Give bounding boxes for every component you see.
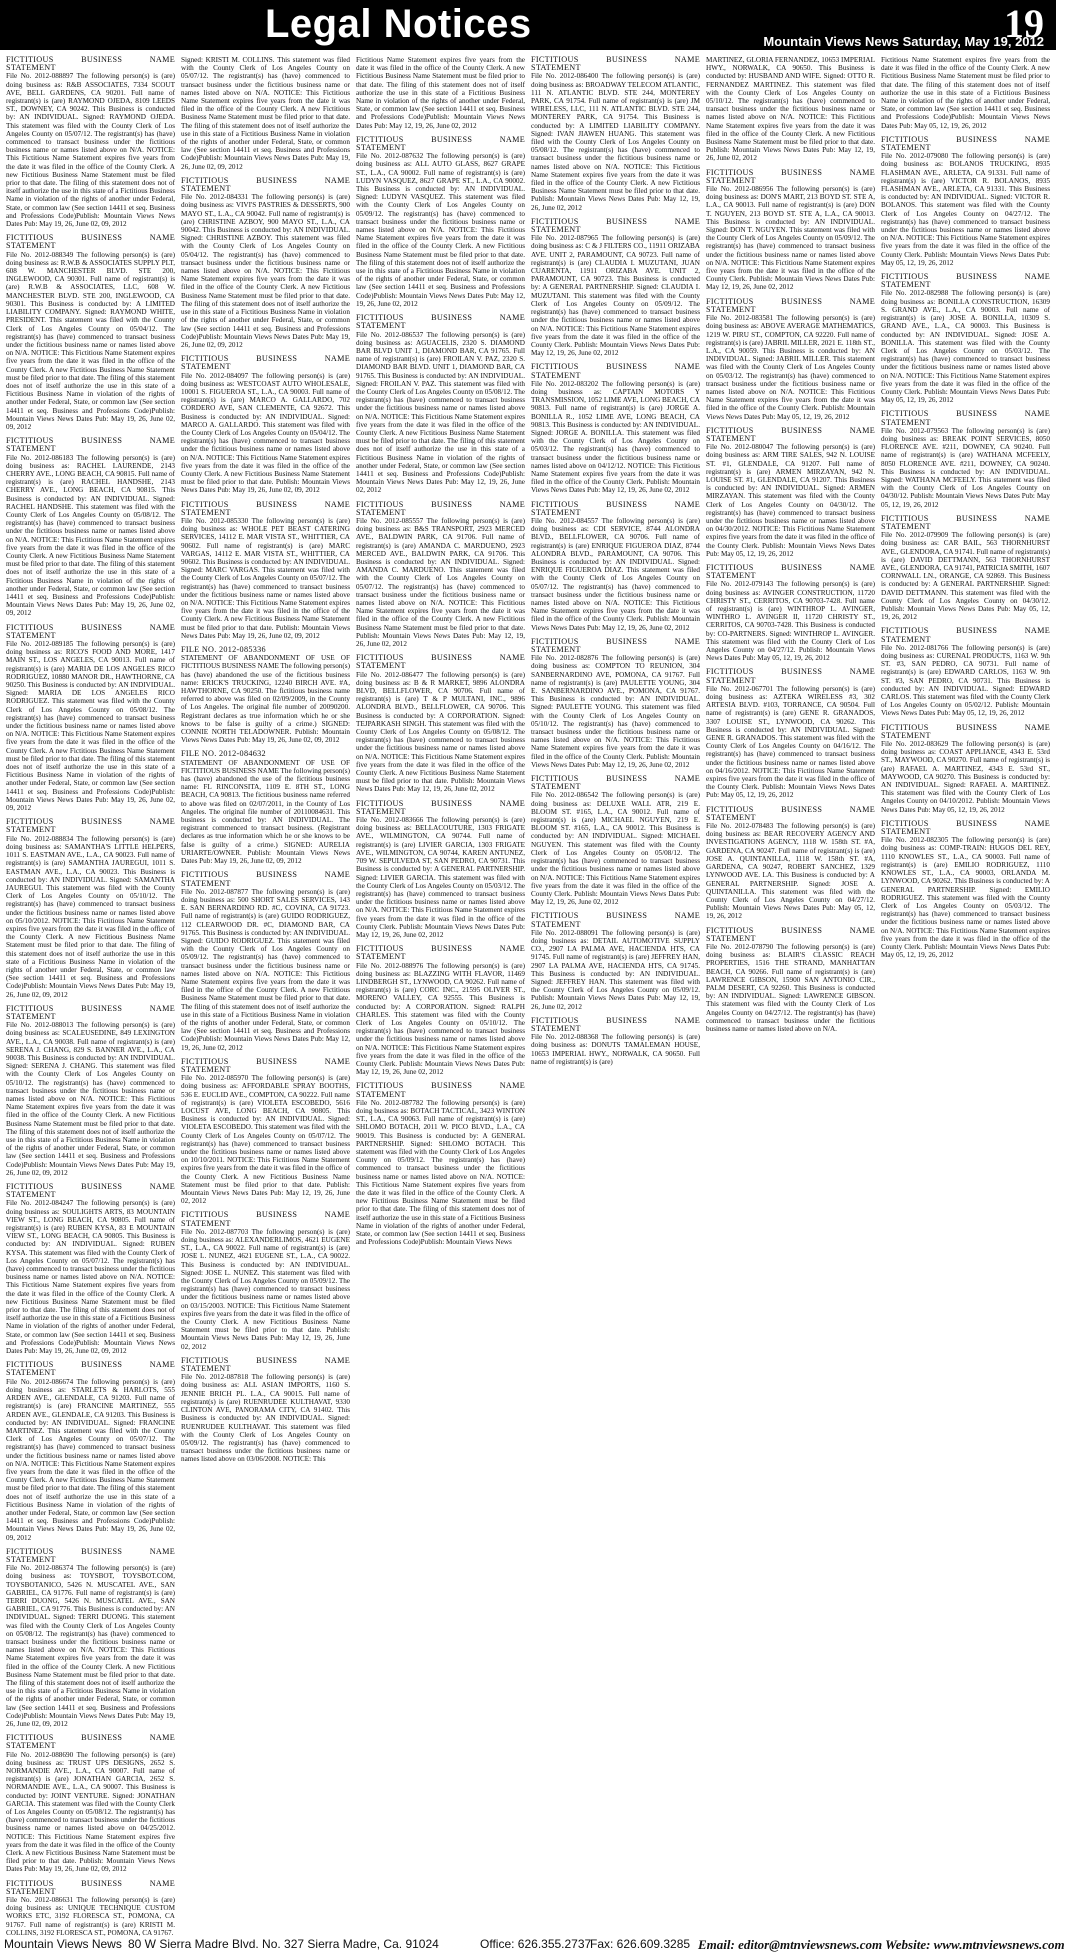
notice-heading: FICTITIOUS BUSINESS NAME STATEMENT [181, 870, 350, 888]
notice-heading: FICTITIOUS BUSINESS NAME STATEMENT [356, 798, 525, 816]
legal-notice [356, 314, 525, 494]
notice-body: File No. 2012-083202 The following person(s) is (are) doing business as: CAPTAIN MOTORS Y TRANSMISSION, 1052 LIME AVE, LONG BEACH, CA 90813. Full name of registrant(s) is (are) JORGE A. BONILLA R., 1052 LIME AVE, LONG BEACH, CA 90813. This Business is conducted by: AN INDIVIDUAL. Signed: JORGE A. BONILLA. This statement was filed with the County Clerk of Los Angeles County on 05/03/12. The registrant(s) has (have) commenced to transact business under the fictitious business name or names listed above on 04/12/12. NOTICE: This Fictitious Name Statement expires five years from the date it was filed in the office of the County Clerk. Publish: Mountain Views News Dates Pub: May 12, 19, 26, June 02, 2012 [531, 379, 700, 495]
legal-notice [706, 806, 875, 921]
legal-notice [881, 627, 1050, 717]
column-2 [181, 56, 350, 1926]
legal-notice [181, 646, 350, 744]
notice-heading: FICTITIOUS BUSINESS NAME STATEMENT [181, 175, 350, 194]
notice-heading: FICTITIOUS BUSINESS NAME STATEMENT [6, 233, 175, 251]
notice-body: File No. 2012-088091 The following person(s) is (are) doing business as: DETAIL AUTOMOTIVE SUPPLY CO., 2907 LA PALMA AVE, HACIENDA HTS, CA 91745. Full name of registrant(s) is (are) JEFFREY HAN, 2907 LA PALMA AVE, HACIENDA HTS, CA 91745. This Business is conducted by: AN INDIVIDUAL. Signed: JEFFREY HAN. This statement was filed with the County Clerk of Los Angeles County on 05/09/12. Publish: Mountain Views News Dates Pub: May 12, 19, 26, June 02, 2012 [531, 928, 700, 1011]
footer-email-website: Email: editor@mtnviewsnews.com Website: www.mtnviewsnews.com [698, 1937, 1065, 1952]
notice-heading: FICTITIOUS BUSINESS NAME STATEMENT [706, 925, 875, 943]
notice-body: Fictitious Name Statement expires five years from the date it was filed in the office of the County Clerk. A new Fictitious Business Name Statement must be filed prior to that date. The filing of this statement does not of itself authorize the use in this state of a Fictitious Business Name in violation of the rights of another under Federal, State, or common law (See section 14411 et seq. Business and Professions Code)Publish: Mountain Views News Dates Pub: May 12, 19, 26, June 02, 2012 [356, 56, 525, 130]
notice-heading: FICTITIOUS BUSINESS NAME STATEMENT [6, 1182, 175, 1200]
legal-notice [6, 1005, 175, 1177]
notice-heading: FICTITIOUS BUSINESS NAME STATEMENT [6, 1878, 175, 1896]
footer-address: 80 W Sierra Madre Blvd. No. 327 Sierra Madre, Ca. 91024 [128, 1937, 439, 1951]
notice-body: File No. 2012-088976 The following person(s) is (are) doing business as: BLAZZING WITH FLAVOR, 11469 LINDBERGH ST., LYNWOOD, CA 90262. Full name of registrant(s) is (are) CORC INC., 21595 OLIVER ST., MORENO VALLEY, CA 92555. This Business is conducted by: A CORPORATION. Signed: RALPH CHARLES. This statement was filed with the County Clerk of Los Angeles County on 05/10/12. The registrant(s) has (have) commenced to transact business under the fictitious business name or names listed above on N/A. NOTICE: This Fictitious Name Statement expires five years from the date it was filed in the office of the County Clerk. Publish: Mountain Views News Dates Pub: May 12, 19, 26, June 02, 2012 [356, 961, 525, 1077]
notice-body: File No. 2012-087782 The following person(s) is (are) doing business as: BOTACH TACTICAL, 3423 WINTON ST., L.A., CA 90063. Full name of registrant(s) is (are) SHLOMO BOTACH, 2011 W. PICO BLVD., L.A., CA 90019. This Business is conducted by: A GENERAL PARTNERSHIP. Signed: SHLOMO BOTACH. This statement was filed with the County Clerk of Los Angeles County on 05/09/12. The registrant(s) has (have) commenced to transact business under the fictitious business name or names listed above on N/A. NOTICE: This Fictitious Name Statement expires five years from the date it was filed in the office of the County Clerk. A new Fictitious Business Name Statement must be filed prior to that date. The filing of this statement does not of itself authorize the use in this state of a Fictitious Business Name in violation of the rights of another under Federal, State, or common law (See section 14411 et seq. Business and Professions Code)Publish: Mountain Views News [356, 1098, 525, 1247]
notice-body: File No. 2012-088690 The following person(s) is (are) doing business as: TRUST UPS DESIGNS, 2652 S. NORMANDIE AVE., L.A., CA 90007. Full name of registrant(s) is (are) JONATHAN GARCIA, 2652 S. NORMANDIE AVE., L.A., CA 90007. This Business is conducted by: JOINT VENTURE. Signed: JONATHAN GARCIA. This statement was filed with the County Clerk of Los Angeles County on 05/08/12. The registrant(s) has (have) commenced to transact business under the fictitious business name or names listed above on 04/25/2012. NOTICE: This Fictitious Name Statement expires five years from the date it was filed in the office of the County Clerk. A new Fictitious Business Name Statement must be filed prior to that date. Publish: Mountain Views News Dates Pub: May 19, 26, June 02, 09, 2012 [6, 1750, 175, 1874]
notice-body: File No. 2012-078790 The following person(s) is (are) doing business as: BLAIR'S CLASSIC REACH PROPERTIES, 1516 THE STRAND, MANHATTAN BEACH, CA 90266. Full name of registrant(s) is (are) LAWRENCE GIBSON, 15900 SAN ANTONIO CIR., PALM DESERT, CA 92260. This Business is conducted by: AN INDIVIDUAL. Signed: LAWRENCE GIBSON. This statement was filed with the County Clerk of Los Angeles County on 04/27/12. The registrant(s) has (have) commenced to transact business under the fictitious business name or names listed above on N/A. [706, 942, 875, 1033]
notice-heading: FICTITIOUS BUSINESS NAME STATEMENT [706, 167, 875, 185]
notice-heading: FICTITIOUS BUSINESS NAME STATEMENT [6, 817, 175, 835]
legal-notice [531, 912, 700, 1010]
column-3 [356, 56, 525, 1926]
notice-heading: FICTITIOUS BUSINESS NAME STATEMENT [181, 499, 350, 517]
masthead-date: Mountain Views News Saturday, May 19, 2012 [763, 34, 1044, 49]
notice-body: File No. 2012-088834 The following person(s) is (are) doing business as: SAMANTHA'S LITTLE HELPERS, 1011 S. EASTMAN AVE., L.A., CA 90023. Full name of registrant(s) is (are) SAMANTHA JAUREGUI, 1011 S. EASTMAN AVE., L.A., CA 90023. This Business is conducted by: AN INDIVIDUAL. Signed: SAMANTHA JAUREGUI. This statement was filed with the County Clerk of Los Angeles County on 05/10/12. The registrant(s) has (have) commenced to transact business under the fictitious business name or names listed above on 05/10/2012. NOTICE: This Fictitious Name Statement expires five years from the date it was filed in the office of the County Clerk. A new Fictitious Business Name Statement must be filed prior to that date. The filing of this statement does not of itself authorize the use in this state of a Fictitious Business Name in violation of the rights of another under Federal, State, or common law (See section 14411 et seq. Business and Professions Code)Publish: Mountain Views News Dates Pub: May 19, 26, June 02, 09, 2012 [6, 834, 175, 999]
legal-notice [6, 234, 175, 431]
legal-notice [531, 638, 700, 769]
notice-body: File No. 2012-088897 The following person(s) is (are) doing business as: R&B ASSOCIATES, 7334 SCOUT AVE, BELL GARDENS, CA 90201. Full name of registrant(s) is (are) RAYMOND OJEDA, 8109 LEEDS ST., DOWNEY, CA 90242. This Business is conducted by: AN INDIVIDUAL. Signed: RAYMOND OJEDA. This statement was filed with the County Clerk of Los Angeles County on 05/07/12. The registrant(s) has (have) commenced to transact business under the fictitious business name or names listed above on N/A. NOTICE: This Fictitious Name Statement expires five years from the date it was filed in the office of the County Clerk. A new Fictitious Business Name Statement must be filed prior to that date. The filing of this statement does not of itself authorize the use in this state of a Fictitious Business Name in violation of the rights of another under Federal, State, or common law (See section 14411 et seq. Business and Professions Code)Publish: Mountain Views News Dates Pub: May 19, 26, June 02, 09, 2012 [6, 72, 175, 229]
legal-notice [6, 818, 175, 998]
notice-heading: FILE NO. 2012-084632 [181, 749, 266, 759]
notice-body: File No. 2012-086400 The following person(s) is (are) doing business as: BROADWAY TELECOM ATLANTIC, 111 N. ATLANTIC BLVD. STE 244, MONTEREY PARK, CA 91754. Full name of registrant(s) is (are) JM WIRELESS, LLC, 111 N. ATLANTIC BLVD. STE 244, MONTEREY PARK, CA 91754. This Business is conducted by: A LIMITED LIABILITY COMPANY. Signed: IVAN JIAWEN HUANG. This statement was filed with the County Clerk of Los Angeles County on 05/08/12. The registrant(s) has (have) commenced to transact business under the fictitious business name or names listed above on N/A. NOTICE: This Fictitious Name Statement expires five years from the date it was filed in the office of the County Clerk. A new Fictitious Business Name Statement must be filed prior to that date. Publish: Mountain Views News Dates Pub: May 12, 19, 26, June 02, 2012 [531, 72, 700, 212]
notice-heading: FICTITIOUS BUSINESS NAME STATEMENT [531, 362, 700, 380]
notice-body: STATEMENT OF ABANDONMENT OF USE OF FICTITIOUS BUSINESS NAME The following person(s) has (have) abandoned the use of the fictitious business name: ERICK'S TRUCKING, 12240 BIRCH AVE. #A, HAWTHORNE, CA 90250. The fictitious business name referred to above was filed on 02/09/2009, in the County of Los Angeles. The original file number of 20090200. Registrant declares as true information which he or she knows to be false is guilty of a crime.) SIGNED: CONNIE NORTH TELADOWNER. Publish: Mountain Views News Dates Pub: May 19, 26, June 02, 09, 2012 [181, 654, 350, 745]
notice-body: File No. 2012-080047 The following person(s) is (are) doing business as: ARM TIRE SALES, 942 N. LOUISE ST. #1, GLENDALE, CA 91207. Full name of registrant(s) is (are) ARMEN MIRZAYAN, 942 N. LOUISE ST. #1, GLENDALE, CA 91207. This Business is conducted by: AN INDIVIDUAL. Signed: ARMEN MIRZAYAN. This statement was filed with the County Clerk of Los Angeles County on 04/30/12. The registrant(s) has (have) commenced to transact business under the fictitious business name or names listed above on 04/30/2012. NOTICE: This Fictitious Name Statement expires five years from the date it was filed in the office of the County Clerk. Publish: Mountain Views News Dates Pub: May 05, 12, 19, 26, 2012 [706, 443, 875, 558]
legal-notice [356, 800, 525, 939]
notice-heading: FICTITIOUS BUSINESS NAME STATEMENT [356, 313, 525, 331]
legal-notice [181, 177, 350, 349]
notice-body: File No. 2012-088349 The following person(s) is (are) doing business as: R.W.B & ASSOCIATES SUPPLY PLT, 608 W. MANCHESTER BLVD. STE 200, INGLEWOOD, CA 90301. Full name of registrant(s) is (are) R.W.B & ASSOCIATES, LLC, 608 W. MANCHESTER BLVD. STE 200, INGLEWOOD, CA 90301. This Business is conducted by: A LIMITED LIABILITY COMPANY. Signed: RAYMOND WHITE, PRESIDENT. This statement was filed with the County Clerk of Los Angeles County on 05/04/12. The registrant(s) has (have) commenced to transact business under the fictitious business name or names listed above on N/A. NOTICE: This Fictitious Name Statement expires five years from the date it was filed in the office of the County Clerk. A new Fictitious Business Name Statement must be filed prior to that date. The filing of this statement does not of itself authorize the use in this state of a Fictitious Business Name in violation of the rights of another under Federal, State, or common law (See section 14411 et seq. Business and Professions Code)Publish: Mountain Views News Dates Pub: May 19, 26, June 02, 09, 2012 [6, 250, 175, 431]
notice-body: File No. 2012-089185 The following person(s) is (are) doing business as: RICO'S FOOD AND MORE, 1417 MAIN ST., LOS ANGELES, CA 90013. Full name of registrant(s) is (are) MARIA DE LOS ANGELES RICO RODRIGUEZ, 10880 MANOR DR., HAWTHORNE, CA 90250. This Business is conducted by: AN INDIVIDUAL. Signed: MARIA DE LOS ANGELES RICO RODRIGUEZ. This statement was filed with the County Clerk of Los Angeles County on 05/08/12. The registrant(s) has (have) commenced to transact business under the fictitious business name or names listed above on N/A. NOTICE: This Fictitious Name Statement expires five years from the date it was filed in the office of the County Clerk. A new Fictitious Business Name Statement must be filed prior to that date. The filing of this statement does not of itself authorize the use in this state of a Fictitious Business Name in violation of the rights of another under Federal, State, or common law (See section 14411 et seq. Business and Professions Code)Publish: Mountain Views News Dates Pub: May 19, 26, June 02, 09, 2012 [6, 640, 175, 813]
legal-notice [706, 298, 875, 421]
notice-heading: FICTITIOUS BUSINESS NAME STATEMENT [6, 1546, 175, 1564]
notice-heading: FICTITIOUS BUSINESS NAME STATEMENT [881, 272, 1050, 290]
legal-notice [706, 927, 875, 1034]
notice-heading: FICTITIOUS BUSINESS NAME STATEMENT [706, 804, 875, 822]
legal-notice [356, 501, 525, 649]
page-header [0, 0, 1056, 50]
notice-heading: FICTITIOUS BUSINESS NAME STATEMENT [531, 636, 700, 655]
legal-notice [6, 1880, 175, 1937]
notice-heading: FICTITIOUS BUSINESS NAME STATEMENT [6, 55, 175, 73]
notice-heading: FICTITIOUS BUSINESS NAME STATEMENT [881, 626, 1050, 644]
legal-notice [181, 750, 350, 865]
footer-paper-name: Mountain Views News [4, 1937, 122, 1951]
notice-heading: FICTITIOUS BUSINESS NAME STATEMENT [6, 436, 175, 454]
legal-notice [531, 363, 700, 494]
notice-body: File No. 2012-086183 The following person(s) is (are) doing business as: RACHEL LAURENDE, 2143 CHERRY AVE., LONG BEACH, CA 90815. Full name of registrant(s) is (are) RACHEL HANDSHE, 2143 CHERRY AVE., LONG BEACH, CA 90815. This Business is conducted by: AN INDIVIDUAL. Signed: RACHEL HANDSHE. This statement was filed with the County Clerk of Los Angeles County on 05/08/12. The registrant(s) has (have) commenced to transact business under the fictitious business name or names listed above on N/A. NOTICE: This Fictitious Name Statement expires five years from the date it was filed in the office of the County Clerk. A new Fictitious Business Name Statement must be filed prior to that date. The filing of this statement does not of itself authorize the use in this state of a Fictitious Business Name in violation of the rights of another under Federal, State, or common law (See section 14411 et seq. Business and Professions Code)Publish: Mountain Views News Dates Pub: May 19, 26, June 02, 09, 2012 [6, 453, 175, 618]
notice-body: File No. 2012-082305 The following person(s) is (are) doing business as: COMP-TRAIN: HUGOS DEL REY, 1110 KNOWLES ST., L.A., CA 90003. Full name of registrant(s) is (are) EMILIO RODRIGUEZ, 1110 KNOWLES ST., L.A., CA 90003, ORLANDA M. LYNWOOD, CA 90262. This Business is conducted by: A GENERAL PARTNERSHIP. Signed: EMILIO RODRIGUEZ. This statement was filed with the County Clerk of Los Angeles County on 05/03/12. The registrant(s) has (have) commenced to transact business under the fictitious business name or names listed above on N/A. NOTICE: This Fictitious Name Statement expires five years from the date it was filed in the office of the County Clerk. Publish: Mountain Views News Dates Pub: May 05, 12, 19, 26, 2012 [881, 836, 1050, 960]
notice-heading: FICTITIOUS BUSINESS NAME STATEMENT [706, 296, 875, 314]
notice-heading: FICTITIOUS BUSINESS NAME STATEMENT [181, 1210, 350, 1228]
page-footer [0, 1930, 1065, 1959]
notice-heading: FICTITIOUS BUSINESS NAME STATEMENT [6, 1733, 175, 1751]
legal-notice [881, 136, 1050, 267]
notice-body: File No. 2012-079563 The following person(s) is (are) doing business as: BREAK POINT SERVICES, 8050 FLORENCE AVE. #211, DOWNEY, CA 90240. Full name of registrant(s) is (are) WATHANA MCFEELY, 8050 FLORENCE AVE. #211, DOWNEY, CA 90240. This Business is conducted by: AN INDIVIDUAL. Signed: WATHANA MCFEELY. This statement was filed with the County Clerk of Los Angeles County on 04/30/12. Publish: Mountain Views News Dates Pub: May 05, 12, 19, 26, 2012 [881, 426, 1050, 509]
notice-heading: FICTITIOUS BUSINESS NAME STATEMENT [356, 134, 525, 153]
notice-heading: FICTITIOUS BUSINESS NAME STATEMENT [531, 216, 700, 235]
notice-heading: FILE NO. 2012-085336 [181, 645, 266, 655]
legal-notice [6, 1548, 175, 1728]
legal-notice [881, 820, 1050, 959]
legal-notice [6, 1361, 175, 1541]
legal-notice [356, 136, 525, 308]
notice-body: MARTINEZ, GLORIA FERNANDEZ, 10653 IMPERIAL HWY., NORWALK, CA 90650. This Business is conducted by: HUSBAND AND WIFE. Signed: OTTO R. FERNANDEZ MARTINEZ. This statement was filed with the County Clerk of Los Angeles County on 05/10/12. The registrant(s) has (have) commenced to transact business under the fictitious business name or names listed above on N/A. NOTICE: This Fictitious Name Statement expires five years from the date it was filed in the office of the County Clerk. A new Fictitious Business Name Statement must be filed prior to that date. Publish: Mountain Views News Dates Pub: May 12, 19, 26, June 02, 2012 [706, 56, 875, 163]
notice-body: File No. 2012-086674 The following person(s) is (are) doing business as: STARLETS & HARLOTS, 555 ARDEN AVE., GLENDALE, CA 91203. Full name of registrant(s) is (are) FRANCINE MARTINEZ, 555 ARDEN AVE., GLENDALE, CA 91203. This Business is conducted by: AN INDIVIDUAL. Signed: FRANCINE MARTINEZ. This statement was filed with the County Clerk of Los Angeles County on 05/07/12. The registrant(s) has (have) commenced to transact business under the fictitious business name or names listed above on N/A. NOTICE: This Fictitious Name Statement expires five years from the date it was filed in the office of the County Clerk. A new Fictitious Business Name Statement must be filed prior to that date. The filing of this statement does not of itself authorize the use in this state of a Fictitious Business Name in violation of the rights of another under Federal, State, or common law (See section 14411 et seq. Business and Professions Code)Publish: Mountain Views News Dates Pub: May 19, 26, June 02, 09, 2012 [6, 1377, 175, 1542]
notice-heading: FICTITIOUS BUSINESS NAME STATEMENT [6, 1003, 175, 1021]
notice-heading: FICTITIOUS BUSINESS NAME STATEMENT [6, 1360, 175, 1378]
notice-heading: FICTITIOUS BUSINESS NAME STATEMENT [181, 1355, 350, 1374]
column-4 [531, 56, 700, 1926]
notice-heading: FICTITIOUS BUSINESS NAME STATEMENT [181, 1056, 350, 1074]
column-1 [6, 55, 175, 1937]
legal-notice [706, 169, 875, 292]
section-title: Legal Notices [265, 2, 532, 46]
legal-notice [881, 56, 1050, 130]
notice-heading: FICTITIOUS BUSINESS NAME STATEMENT [181, 354, 350, 372]
notice-body: File No. 2012-083666 The following person(s) is (are) doing business as: BELLACOUTURE, 1303 FRIGATE AVE., WILMINGTON, CA 90744. Full name of registrant(s) is (are) LIVIER GARCIA, 1303 FRIGATE AVE., WILMINGTON, CA 90744, KAREN ANTUNEZ, 709 W. SEPULVEDA ST, SAN PEDRO, CA 90731. This Business is conducted by: A GENERAL PARTNERSHIP. Signed: LIVIER GARCIA. This statement was filed with the County Clerk of Los Angeles County on 05/03/12. The registrant(s) has (have) commenced to transact business under the fictitious business name or names listed above on N/A. NOTICE: This Fictitious Name Statement expires five years from the date it was filed in the office of the County Clerk. Publish: Mountain Views News Dates Pub: May 12, 19, 26, June 02, 2012 [356, 816, 525, 939]
footer-office-phone: Office: 626.355.2737 [480, 1937, 592, 1951]
notice-heading: FICTITIOUS BUSINESS NAME STATEMENT [531, 1015, 700, 1033]
notice-heading: FICTITIOUS BUSINESS NAME STATEMENT [706, 562, 875, 581]
notice-body: File No. 2012-088368 The following person(s) is (are) doing business as: DONUTS TAMALEMAN HOUSE, 10653 IMPERIAL HWY., NORWALK, CA 90650. Full name of registrant(s) is (are) [531, 1033, 700, 1066]
legal-notice [706, 427, 875, 558]
notice-body: File No. 2012-067701 The following person(s) is (are) doing business as: AZTEKA WIRELESS #3, 302 ARTESIA BLVD. #103, TORRANCE, CA 90504. Full name of registrant(s) is (are) GENE R. GRANADOS, 3307 LOUISE ST., LYNWOOD, CA 90262. This Business is conducted by: AN INDIVIDUAL. Signed: GENE R. GRANADOS. This statement was filed with the County Clerk of Los Angeles County on 04/16/12. The registrant(s) has (have) commenced to transact business under the fictitious business name or names listed above on 04/16/2012. NOTICE: This Fictitious Name Statement expires five years from the date it was filed in the office of the County Clerk. Publish: Mountain Views News Dates Pub: May 05, 12, 19, 26, 2012 [706, 684, 875, 800]
page-number: 19 [1004, 1, 1044, 46]
notice-body: File No. 2012-084557 The following person(s) is (are) doing business as: CDI SERVICE, 8744 ALONDRA BLVD., BELLFLOWER, CA 90706. Full name of registrant(s) is (are) ENRIQUE FIGUEROA DIAZ, 8744 ALONDRA BLVD., PARAMOUNT, CA 90706. This Business is conducted by: AN INDIVIDUAL. Signed: ENRIQUE FIGUEROA DIAZ. This statement was filed with the County Clerk of Los Angeles County on 05/07/12. The registrant(s) has (have) commenced to transact business under the fictitious business name or names listed above on N/A. NOTICE: This Fictitious Name Statement expires five years from the date it was filed in the office of the County Clerk. Publish: Mountain Views News Dates Pub: May 12, 19, 26, June 02, 2012 [531, 516, 700, 632]
notice-body: File No. 2012-087877 The following person(s) is (are) doing business as: 500 SHORT SALES SERVICES, 143 E. SAN BERNARDINO RD. #C, COVINA, CA 91723. Full name of registrant(s) is (are) GUIDO RODRIGUEZ, 112 CLEARWOOD DR. #C, DIAMOND BAR, CA 91765. This Business is conducted by: AN INDIVIDUAL. Signed: GUIDO RODRIGUEZ. This statement was filed with the County Clerk of Los Angeles County on 05/09/12. The registrant(s) has (have) commenced to transact business under the fictitious business name or names listed above on N/A. NOTICE: This Fictitious Name Statement expires five years from the date it was filed in the office of the County Clerk. A new Fictitious Business Name Statement must be filed prior to that date. The filing of this statement does not of itself authorize the use in this state of a Fictitious Business Name in violation of the rights of another under Federal, State, or common law (See section 14411 et seq. Business and Professions Code)Publish: Mountain Views News Dates Pub: May 12, 19, 26, June 02, 2012 [181, 887, 350, 1052]
column-5 [706, 56, 875, 1926]
notice-columns [6, 55, 1050, 1937]
legal-notice [181, 501, 350, 640]
notice-body: File No. 2012-086956 The following person(s) is (are) doing business as: DON'S MART, 213 BOYD ST. STE A, L.A., CA 90013. Full name of registrant(s) is (are) DON T. NGUYEN, 213 BOYD ST. STE A, L.A., CA 90013. This Business is conducted by: AN INDIVIDUAL. Signed: DON T. NGUYEN. This statement was filed with the County Clerk of Los Angeles County on 05/09/12. The registrant(s) has (have) commenced to transact business under the fictitious business name or names listed above on N/A. NOTICE: This Fictitious Name Statement expires five years from the date it was filed in the office of the County Clerk. Publish: Mountain Views News Dates Pub: May 12, 19, 26, June 02, 2012 [706, 185, 875, 292]
legal-notice [6, 437, 175, 617]
notice-body: File No. 2012-078483 The following person(s) is (are) doing business as: BEAR RECOVERY AGENCY AND INVESTIGATIONS AGENCY, 1118 W. 158th ST. #A, GARDENA, CA 90247. Full name of registrant(s) is (are) JOSE A. QUINTANILLA, 1118 W. 158th ST. #A, GARDENA, CA 90247, ROBERT SANCHEZ, 1329 LYNWOOD AVE. LA. This Business is conducted by: A GENERAL PARTNERSHIP. Signed: JOSE A. QUINTANILLA. This statement was filed with the County Clerk of Los Angeles County on 04/27/12. Publish: Mountain Views News Dates Pub: May 05, 12, 19, 26, 2012 [706, 822, 875, 921]
notice-body: File No. 2012-087818 The following person(s) is (are) doing business as: ALL ASIAN IMPORTS, 1160 S. JENNIE BRICH PL. L.A., CA 90015. Full name of registrant(s) is (are) RUENRUDEE KULTHAVAT, 9330 CLINTON AVE, PANORAMA CITY, CA 91402. This Business is conducted by: AN INDIVIDUAL. Signed: RUENRUDEE KULTHAVAT. This statement was filed with the County Clerk of Los Angeles County on 05/09/12. The registrant(s) has (have) commenced to transact business under the fictitious business name or names listed above on 03/06/2008. NOTICE: This [181, 1373, 350, 1464]
legal-notice [356, 654, 525, 793]
notice-body: File No. 2012-086374 The following person(s) is (are) doing business as: TOYSBOT, TOYSBOT.COM, TOYSBOTANICO, 5426 N. MUSCATEL AVE., SAN GABRIEL, CA 91776. Full name of registrant(s) is (are) TERRI DUONG, 5426 N. MUSCATEL AVE., SAN GABRIEL, CA 91776. This Business is conducted by: AN INDIVIDUAL. Signed: TERRI DUONG. This statement was filed with the County Clerk of Los Angeles County on 05/08/12. The registrant(s) has (have) commenced to transact business under the fictitious business name or names listed above on N/A. NOTICE: This Fictitious Name Statement expires five years from the date it was filed in the office of the County Clerk. A new Fictitious Business Name Statement must be filed prior to that date. The filing of this statement does not of itself authorize the use in this state of a Fictitious Business Name in violation of the rights of another under Federal, State, or common law (See section 14411 et seq. Business and Professions Code)Publish: Mountain Views News Dates Pub: May 19, 26, June 02, 09, 2012 [6, 1564, 175, 1729]
legal-notice [356, 56, 525, 130]
legal-notice [6, 1734, 175, 1873]
notice-body: File No. 2012-086631 The following person(s) is (are) doing business as: UNIQUE TECHNIQUE CUSTOM WORKS ETC, 3192 FLORESCA ST., POMONA, CA 91767. Full name of registrant(s) is (are) KRISTI M. COLLINS, 3192 FLORESCA ST., POMONA, CA 91767. [6, 1896, 175, 1937]
legal-notice [706, 564, 875, 662]
notice-body: Signed: KRISTI M. COLLINS. This statement was filed with the County Clerk of Los Angeles County on 05/07/12. The registrant(s) has (have) commenced to transact business under the fictitious business name or names listed above on N/A. NOTICE: This Fictitious Name Statement expires five years from the date it was filed in the office of the County Clerk. A new Fictitious Business Name Statement must be filed prior to that date. The filing of this statement does not of itself authorize the use in this state of a Fictitious Business Name in violation of the rights of another under Federal, State, or common law (See section 14411 et seq. Business and Professions Code)Publish: Mountain Views News Dates Pub: May 19, 26, June 02, 09, 2012 [181, 56, 350, 171]
legal-notice [356, 1082, 525, 1246]
legal-notice [706, 56, 875, 163]
legal-notice [881, 515, 1050, 622]
notice-heading: FICTITIOUS BUSINESS NAME STATEMENT [6, 622, 175, 640]
legal-notice [706, 668, 875, 799]
column-6 [881, 56, 1050, 1926]
notice-body: File No. 2012-079143 The following person(s) is (are) doing business as: AVINGER CONSTRUCTION, 11720 CHRISTY ST., CERRITOS, CA 90703-7428. Full name of registrant(s) is (are) WINTHROP L. AVINGER, WINTHRO L. AVINGER II, 11720 CHRISTY ST., CERRITOS, CA 90703-7428. This Business is conducted by: CO-PARTNERS. Signed: WINTHROP L. AVINGER. This statement was filed with the County Clerk of Los Angeles County on 04/27/12. Publish: Mountain Views News Dates Pub: May 05, 12, 19, 26, 2012 [706, 580, 875, 663]
notice-heading: FICTITIOUS BUSINESS NAME STATEMENT [881, 818, 1050, 837]
notice-body: File No. 2012-085330 The following person(s) is (are) doing business as: WHOLE PET BEAST CATERING SERVICES, 14112 E. MAR VISTA ST., WHITTIER, CA 90602. Full name of registrant(s) is (are) MARC VARGAS, 14112 E. MAR VISTA ST., WHITTIER, CA 90602. This Business is conducted by: AN INDIVIDUAL. Signed: MARC VARGAS. This statement was filed with the County Clerk of Los Angeles County on 05/07/12. The registrant(s) has (have) commenced to transact business under the fictitious business name or names listed above on N/A. NOTICE: This Fictitious Name Statement expires five years from the date it was filed in the office of the County Clerk. A new Fictitious Business Name Statement must be filed prior to that date. Publish: Mountain Views News Dates Pub: May 19, 26, June 02, 09, 2012 [181, 516, 350, 640]
notice-body: File No. 2012-086477 The following person(s) is (are) doing business as: B & R MARKET, 9896 ALONDRA BLVD, BELLFLOWER, CA 90706. Full name of registrant(s) is (are) T & P MULTANI, INC., 9896 ALONDRA BLVD., BELLFLOWER, CA 90706. This Business is conducted by: A CORPORATION. Signed: TEJPARKASH SINGH. This statement was filed with the County Clerk of Los Angeles County on 05/08/12. The registrant(s) has (have) commenced to transact business under the fictitious business name or names listed above on N/A. NOTICE: This Fictitious Name Statement expires five years from the date it was filed in the office of the County Clerk. A new Fictitious Business Name Statement must be filed prior to that date. Publish: Mountain Views News Dates Pub: May 12, 19, 26, June 02, 2012 [356, 670, 525, 794]
notice-body: File No. 2012-082876 The following person(s) is (are) doing business as: COMPTON TO REUNION, 304 SANBERNARDINO AVE, POMONA, CA 91767. Full name of registrant(s) is (are) PAULETTE YOUNG, 304 E. SANBERNARDINO AVE., POMONA, CA 91767. This Business is conducted by: AN INDIVIDUAL. Signed: PAULETTE YOUNG. This statement was filed with the County Clerk of Los Angeles County on 05/10/12. The registrant(s) has (have) commenced to transact business under the fictitious business name or names listed above on N/A. NOTICE: This Fictitious Name Statement expires five years from the date it was filed in the office of the County Clerk. Publish: Mountain Views News Dates Pub: May 12, 19, 26, June 02, 2012 [531, 654, 700, 769]
notice-heading: FICTITIOUS BUSINESS NAME STATEMENT [531, 774, 700, 792]
legal-notice [881, 410, 1050, 508]
notice-heading: FICTITIOUS BUSINESS NAME STATEMENT [881, 134, 1050, 153]
notice-heading: FICTITIOUS BUSINESS NAME STATEMENT [881, 513, 1050, 531]
footer-fax: Fax: 626.609.3285 [590, 1937, 691, 1951]
notice-body: File No. 2012-083629 The following person(s) is (are) doing business as: COAST APPLIANCE, 4343 E. 53rd ST., MAYWOOD, CA 90270. Full name of registrant(s) is (are) RAFAEL A. MARTINEZ, 4343 E. 53rd ST., MAYWOOD, CA 90270. This Business is conducted by: AN INDIVIDUAL. Signed: RAFAEL A. MARTINEZ. This statement was filed with the County Clerk of Los Angeles County on 04/10/2012. Publish: Mountain Views News Dates Pub: May 05, 12, 19, 26, 2012 [881, 740, 1050, 814]
legal-notice [6, 624, 175, 813]
notice-body: File No. 2012-086537 The following person(s) is (are) doing business as: AGUACELIS, 2320 S. DIAMOND BAR BLVD UNIT 1, DIAMOND BAR, CA 91765. Full name of registrant(s) is (are) FROILAN V. PAZ, 2320 S. DIAMOND BAR BLVD. UNIT 1, DIAMOND BAR, CA 91765. This Business is conducted by: AN INDIVIDUAL. Signed: FROILAN V. PAZ. This statement was filed with the County Clerk of Los Angeles County on 05/08/12. The registrant(s) has (have) commenced to transact business under the fictitious business name or names listed above on N/A. NOTICE: This Fictitious Name Statement expires five years from the date it was filed in the office of the County Clerk. A new Fictitious Business Name Statement must be filed prior to that date. The filing of this statement does not of itself authorize the use in this state of a Fictitious Business Name in violation of the rights of another under Federal, State, or common law (See section 14411 et seq. Business and Professions Code)Publish: Mountain Views News Dates Pub: May 12, 19, 26, June 02, 2012 [356, 330, 525, 495]
legal-notice [531, 775, 700, 906]
notice-heading: FICTITIOUS BUSINESS NAME STATEMENT [356, 1081, 525, 1099]
legal-notice [181, 1211, 350, 1350]
legal-notice [881, 273, 1050, 404]
legal-notice [881, 724, 1050, 814]
notice-heading: FICTITIOUS BUSINESS NAME STATEMENT [706, 667, 875, 685]
notice-body: Fictitious Name Statement expires five years from the date it was filed in the office of the County Clerk. A new Fictitious Business Name Statement must be filed prior to that date. The filing of this statement does not of itself authorize the use in this state of a Fictitious Business Name in violation of the rights of another under Federal, State, or common law (See section 14411 et seq. Business and Professions Code)Publish: Mountain Views News Dates Pub: May 05, 12, 19, 26, 2012 [881, 56, 1050, 130]
legal-notice [531, 56, 700, 212]
notice-body: File No. 2012-084097 The following person(s) is (are) doing business as: WESTCOAST AUTO WHOLESALE, 10001 S. FIGUEROA ST., L.A., CA 90003. Full name of registrant(s) is (are) MARCO A. GALLARDO, 702 CORDERO AVE, SAN CLEMENTE, CA 92672. This Business is conducted by: AN INDIVIDUAL. Signed: MARCO A. GALLARDO. This statement was filed with the County Clerk of Los Angeles County on 05/04/12. The registrant(s) has (have) commenced to transact business under the fictitious business name or names listed above on N/A. NOTICE: This Fictitious Name Statement expires five years from the date it was filed in the office of the County Clerk. A new Fictitious Business Name Statement must be filed prior to that date. Publish: Mountain Views News Dates Pub: May 19, 26, June 02, 09, 2012 [181, 371, 350, 495]
legal-notice [356, 945, 525, 1076]
notice-heading: FICTITIOUS BUSINESS NAME STATEMENT [706, 425, 875, 443]
notice-body: File No. 2012-086542 The following person(s) is (are) doing business as: DELUXE WALL ATR, 219 E. BLOOM ST. #165, L.A., CA 90012. Full name of registrant(s) is (are) MICHAEL NGUYEN, 219 E. BLOOM ST. #165, L.A., CA 90012. This Business is conducted by: AN INDIVIDUAL. Signed: MICHAEL NGUYEN. This statement was filed with the County Clerk of Los Angeles County on 05/08/12. The registrant(s) has (have) commenced to transact business under the fictitious business name or names listed above on N/A. NOTICE: This Fictitious Name Statement expires five years from the date it was filed in the office of the County Clerk. Publish: Mountain Views News Dates Pub: May 12, 19, 26, June 02, 2012 [531, 791, 700, 907]
legal-notice [181, 355, 350, 494]
legal-notice [181, 1058, 350, 1206]
notice-heading: FICTITIOUS BUSINESS NAME STATEMENT [531, 55, 700, 73]
notice-body: File No. 2012-087965 The following person(s) is (are) doing business as: C & J FILTERS CO., 11911 ORIZABA AVE. UNIT 2, PARAMOUNT, CA 90723. Full name of registrant(s) is (are) CLAUDIA I. MUZUTANI, JUAN CUARENTA, 11911 ORIZABA AVE. UNIT 2, PARAMOUNT, CA 90723. This Business is conducted by: A GENERAL PARTNERSHIP. Signed: CLAUDIA I. MUZUTANI. This statement was filed with the County Clerk of Los Angeles County on 05/09/12. The registrant(s) has (have) commenced to transact business under the fictitious business name or names listed above on N/A. NOTICE: This Fictitious Name Statement expires five years from the date it was filed in the office of the County Clerk. Publish: Mountain Views News Dates Pub: May 12, 19, 26, June 02, 2012 [531, 234, 700, 358]
notice-heading: FICTITIOUS BUSINESS NAME STATEMENT [881, 722, 1050, 740]
notice-body: STATEMENT OF ABANDONMENT OF USE OF FICTITIOUS BUSINESS NAME The following person(s) has (have) abandoned the use of the fictitious business name: FL RINCONSITA, 1109 E. 8TH ST., LONG BEACH, CA 90813. The fictitious business name referred to above was filed on 02/07/2011, in the County of Los Angeles. The original file number of 20110084631. This business is conducted by: AN INDIVIDUAL. The registrant commenced to transact business. (Registrant declares as true information which he or she knows to be false is guilty of a crime.) SIGNED: AURELIA URIARTE/OWNER. Publish: Mountain Views News Dates Pub: May 19, 26, June 02, 09, 2012 [181, 758, 350, 866]
notice-heading: FICTITIOUS BUSINESS NAME STATEMENT [356, 653, 525, 671]
notice-heading: FICTITIOUS BUSINESS NAME STATEMENT [531, 499, 700, 517]
notice-body: File No. 2012-083581 The following person(s) is (are) doing business as: ABOVE AVERAGE MATHEMATICS, 1219 W. PIRU ST., COMPTON, CA 92220. Full name of registrant(s) is (are) JABRIL MILLER, 2021 E. 118th ST., L.A., CA 90059. This Business is conducted by: AN INDIVIDUAL. Signed: JABRIL MILLER. This statement was filed with the County Clerk of Los Angeles County on 05/03/12. The registrant(s) has (have) commenced to transact business under the fictitious business name or names listed above on N/A. NOTICE: This Fictitious Name Statement expires five years from the date it was filed in the office of the County Clerk. Publish: Mountain Views News Dates Pub: May 05, 12, 19, 26, 2012 [706, 314, 875, 421]
legal-notice [181, 56, 350, 171]
notice-body: File No. 2012-087632 The following person(s) is (are) doing business as: ALL AUTO GLASS, 8627 GRAPE ST., L.A., CA 90002. Full name of registrant(s) is (are) LUDYN VASQUEZ, 8627 GRAPE ST., L.A., CA 90002. This Business is conducted by: AN INDIVIDUAL. Signed: LUDYN VASQUEZ. This statement was filed with the County Clerk of Los Angeles County on 05/09/12. The registrant(s) has (have) commenced to transact business under the fictitious business name or names listed above on N/A. NOTICE: This Fictitious Name Statement expires five years from the date it was filed in the office of the County Clerk. A new Fictitious Business Name Statement must be filed prior to that date. The filing of this statement does not of itself authorize the use in this state of a Fictitious Business Name in violation of the rights of another under Federal, State, or common law (See section 14411 et seq. Business and Professions Code)Publish: Mountain Views News Dates Pub: May 12, 19, 26, June 02, 2012 [356, 152, 525, 308]
legal-notice [181, 871, 350, 1051]
legal-notice [531, 501, 700, 632]
notice-body: File No. 2012-088013 The following person(s) is (are) doing business as: SCALEUSEDINE, 849 LEXINGTON AVE., L.A., CA 90038. Full name of registrant(s) is (are) SERENA J. CHANG, 829 S. BANNER AVE., L.A., CA 90038. This Business is conducted by: AN INDIVIDUAL. Signed: SERENA J. CHANG. This statement was filed with the County Clerk of Los Angeles County on 05/10/12. The registrant(s) has (have) commenced to transact business under the fictitious business name or names listed above on N/A. NOTICE: This Fictitious Name Statement expires five years from the date it was filed in the office of the County Clerk. A new Fictitious Business Name Statement must be filed prior to that date. The filing of this statement does not of itself authorize the use in this state of a Fictitious Business Name in violation of the rights of another under Federal, State, or common law (See section 14411 et seq. Business and Professions Code)Publish: Mountain Views News Dates Pub: May 19, 26, June 02, 09, 2012 [6, 1021, 175, 1177]
notice-body: File No. 2012-085557 The following person(s) is (are) doing business as: B&S TRANSPORT, 2923 MERCED AVE., BALDWIN PARK, CA 91706. Full name of registrant(s) is (are) AMANDA C. MARDUENO, 2923 MERCED AVE., BALDWIN PARK, CA 91706. This Business is conducted by: AN INDIVIDUAL. Signed: AMANDA C. MARDUENO. This statement was filed with the County Clerk of Los Angeles County on 05/07/12. The registrant(s) has (have) commenced to transact business under the fictitious business name or names listed above on N/A. NOTICE: This Fictitious Name Statement expires five years from the date it was filed in the office of the County Clerk. A new Fictitious Business Name Statement must be filed prior to that date. Publish: Mountain Views News Dates Pub: May 12, 19, 26, June 02, 2012 [356, 516, 525, 649]
notice-heading: FICTITIOUS BUSINESS NAME STATEMENT [356, 944, 525, 962]
notice-body: File No. 2012-087703 The following person(s) is (are) doing business as: ALEXANDERLIMOS, 4621 EUGENE ST., L.A., CA 90022. Full name of registrant(s) is (are) JOSE L. NUNEZ, 4621 EUGENE ST., L.A., CA 90022. This Business is conducted by: AN INDIVIDUAL. Signed: JOSE L. NUNEZ. This statement was filed with the County Clerk of Los Angeles County on 05/09/12. The registrant(s) has (have) commenced to transact business under the fictitious business name or names listed above on 03/15/2003. NOTICE: This Fictitious Name Statement expires five years from the date it was filed in the office of the County Clerk. A new Fictitious Business Name Statement must be filed prior to that date. Publish: Mountain Views News Dates Pub: May 12, 19, 26, June 02, 2012 [181, 1227, 350, 1351]
notice-body: File No. 2012-079080 The following person(s) is (are) doing business as: BOLANOS TRUCKING, 8935 FLASHMAN AVE., ARLETA, CA 91331. Full name of registrant(s) is (are) VICTOR R. BOLANOS, 8935 FLASHMAN AVE., ARLETA, CA 91331. This Business is conducted by: AN INDIVIDUAL. Signed: VICTOR R. BOLANOS. This statement was filed with the County Clerk of Los Angeles County on 04/27/12. The registrant(s) has (have) commenced to transact business under the fictitious business name or names listed above on N/A. NOTICE: This Fictitious Name Statement expires five years from the date it was filed in the office of the County Clerk. Publish: Mountain Views News Dates Pub: May 05, 12, 19, 26, 2012 [881, 152, 1050, 267]
notice-heading: FICTITIOUS BUSINESS NAME STATEMENT [356, 499, 525, 517]
notice-body: File No. 2012-079909 The following person(s) is (are) doing business as: CAR BAIL, 563 THORNHURST AVE., GLENDORA, CA 91741. Full name of registrant(s) is (are) DAVID DETTMANN, 563 THORNHURST AVE., GLENDORA, CA 91741, PATRICIA SMITH, 1607 CORNWALL LN., ORANGE, CA 92869. This Business is conducted by: A GENERAL PARTNERSHIP. Signed: DAVID DETTMANN. This statement was filed with the County Clerk of Los Angeles County on 04/30/12. Publish: Mountain Views News Dates Pub: May 05, 12, 19, 26, 2012 [881, 531, 1050, 622]
notice-heading: FICTITIOUS BUSINESS NAME STATEMENT [531, 911, 700, 929]
notice-body: File No. 2012-081766 The following person(s) is (are) doing business as: CURENAL PRODUCTS, 1163 W. 9th ST. #3, SAN PEDRO, CA 90731. Full name of registrant(s) is (are) EDWARD CARLOS, 1163 W. 9th ST. #3, SAN PEDRO, CA 90731. This Business is conducted by: AN INDIVIDUAL. Signed: EDWARD CARLOS. This statement was filed with the County Clerk of Los Angeles County on 05/02/12. Publish: Mountain Views News Dates Pub: May 05, 12, 19, 26, 2012 [881, 643, 1050, 718]
legal-notice [6, 56, 175, 228]
notice-body: File No. 2012-082988 The following person(s) is (are) doing business as: BONILLA CONSTRUCTION, 16309 S. GRAND AVE., L.A., CA 90003. Full name of registrant(s) is (are) JOSE A. BONILLA, 10309 S. GRAND AVE., L.A., CA 90003. This Business is conducted by: AN INDIVIDUAL. Signed: JOSE A. BONILLA. This statement was filed with the County Clerk of Los Angeles County on 05/03/12. The registrant(s) has (have) commenced to transact business under the fictitious business name or names listed above on N/A. NOTICE: This Fictitious Name Statement expires five years from the date it was filed in the office of the County Clerk. Publish: Mountain Views News Dates Pub: May 05, 12, 19, 26, 2012 [881, 289, 1050, 405]
legal-notice [531, 218, 700, 357]
legal-notice [531, 1017, 700, 1066]
notice-heading: FICTITIOUS BUSINESS NAME STATEMENT [881, 409, 1050, 427]
legal-notice [181, 1357, 350, 1464]
notice-body: File No. 2012-084247 The following person(s) is (are) doing business as: SOULIGHTS ARTS, 83 MOUNTAIN VIEW ST., LONG BEACH, CA 90805. Full name of registrant(s) is (are) RUBEN KYSA, 83 E MOUNTAIN VIEW ST., LONG BEACH, CA 90805. This Business is conducted by: AN INDIVIDUAL. Signed: RUBEN KYSA. This statement was filed with the County Clerk of Los Angeles County on 05/07/12. The registrant(s) has (have) commenced to transact business under the fictitious business name or names listed above on N/A. NOTICE: This Fictitious Name Statement expires five years from the date it was filed in the office of the County Clerk. A new Fictitious Business Name Statement must be filed prior to that date. The filing of this statement does not of itself authorize the use in this state of a Fictitious Business Name in violation of the rights of another under Federal, State, or common law (See section 14411 et seq. Business and Professions Code)Publish: Mountain Views News Dates Pub: May 19, 26, June 02, 09, 2012 [6, 1199, 175, 1356]
notice-body: File No. 2012-084331 The following person(s) is (are) doing business as: VIVI'S PASTRIES & DESSERTS, 900 MAYO ST., L.A., CA 90042. Full name of registrant(s) is (are) CHRISTINE AZBOY, 900 MAYO ST., L.A., CA 90042. This Business is conducted by: AN INDIVIDUAL. Signed: CHRISTINE AZBOY. This statement was filed with the County Clerk of Los Angeles County on 05/04/12. The registrant(s) has (have) commenced to transact business under the fictitious business name or names listed above on N/A. NOTICE: This Fictitious Name Statement expires five years from the date it was filed in the office of the County Clerk. A new Fictitious Business Name Statement must be filed prior to that date. The filing of this statement does not of itself authorize the use in this state of a Fictitious Business Name in violation of the rights of another under Federal, State, or common law (See section 14411 et seq. Business and Professions Code)Publish: Mountain Views News Dates Pub: May 19, 26, June 02, 09, 2012 [181, 193, 350, 349]
legal-notice [6, 1183, 175, 1355]
notice-body: File No. 2012-085970 The following person(s) is (are) doing business as: AFFORDABLE SPRAY BOOTHS, 536 E. EUCLID AVE., COMPTON, CA 90222. Full name of registrant(s) is (are) VIOLETA ESCOBEDO, 5616 LOCUST AVE, LONG BEACH, CA 90805. This Business is conducted by: AN INDIVIDUAL. Signed: VIOLETA ESCOBEDO. This statement was filed with the County Clerk of Los Angeles County on 05/07/12. The registrant(s) has (have) commenced to transact business under the fictitious business name or names listed above on 10/10/2011. NOTICE: This Fictitious Name Statement expires five years from the date it was filed in the office of the County Clerk. A new Fictitious Business Name Statement must be filed prior to that date. Publish: Mountain Views News Dates Pub: May 12, 19, 26, June 02, 2012 [181, 1074, 350, 1206]
